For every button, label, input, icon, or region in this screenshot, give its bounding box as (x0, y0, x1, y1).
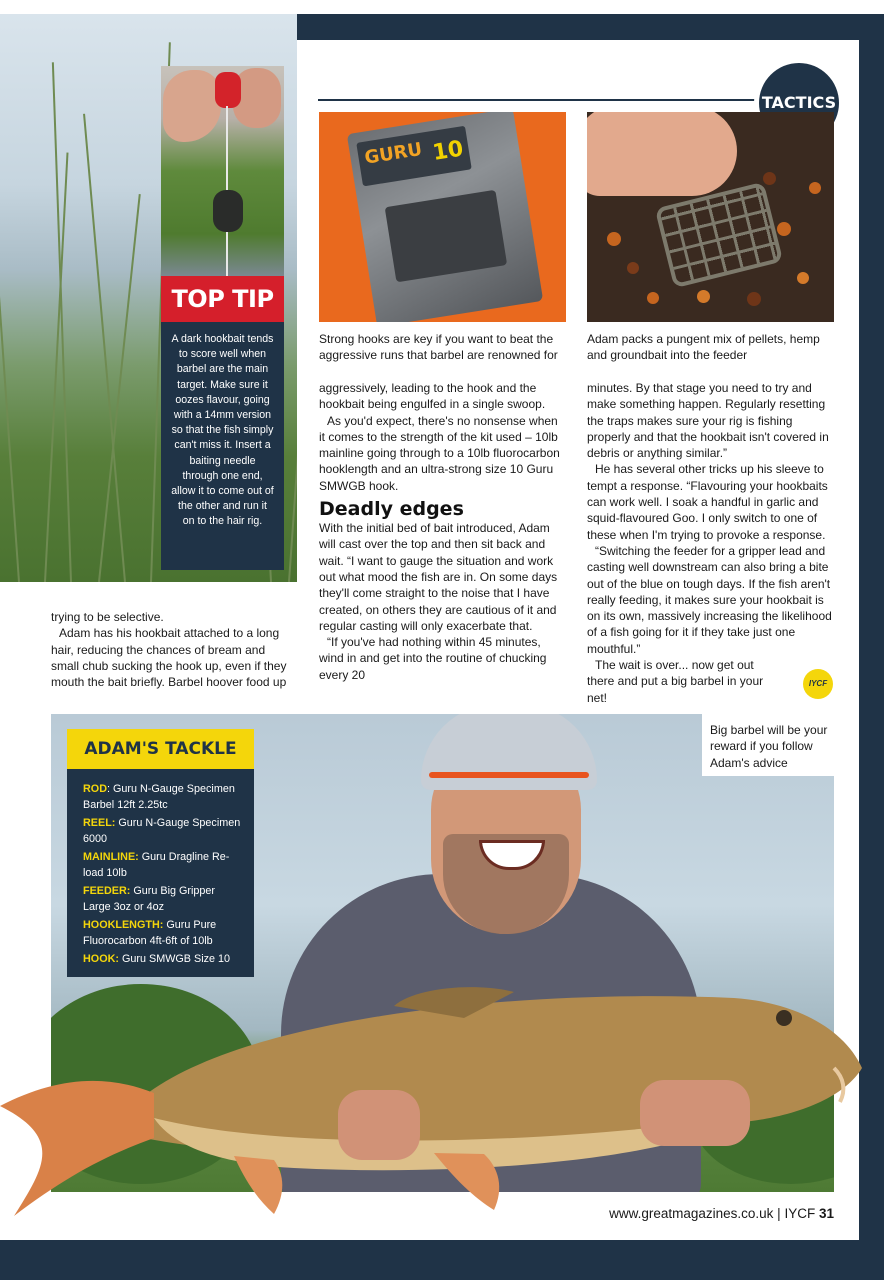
tackle-value: Guru Pure Fluorocarbon 4ft-6ft of 10lb (83, 919, 217, 947)
tackle-value: Guru N-Gauge Specimen Barbel 12ft 2.25tc (83, 783, 235, 811)
body-paragraph: “If you've had nothing within 45 minutes, wind in and get into the routine of chucking every 20 (319, 635, 547, 682)
hooks-caption: Strong hooks are key if you want to beat the aggressive runs that barbel are renowned for (319, 332, 558, 363)
body-column-3 (587, 380, 834, 706)
tackle-label: MAINLINE: (83, 851, 139, 863)
tackle-list (83, 781, 243, 969)
tackle-item-rod: ROD: Guru N-Gauge Specimen Barbel 12ft 2.25tc (83, 783, 235, 811)
body-paragraph: minutes. By that stage you need to try and make something happen. Regularly resetting the traps makes sure your rig is fishing properly and that the hookbait isn't covered in debris or anything similar.” (587, 381, 829, 461)
body-paragraph: The wait is over... now get out there and put a big barbel in your net! (587, 658, 764, 705)
footer-site: www.greatmagazines.co.uk | IYCF (609, 1206, 816, 1221)
tackle-value: Guru Big Gripper Large 3oz or 4oz (83, 885, 215, 913)
tackle-item-reel (83, 815, 243, 847)
body-paragraph: Adam has his hookbait attached to a long hair, reducing the chances of bream and small chub sucking the hook up, even if they mouth the bait briefly. Barbel hoover food up (51, 626, 287, 690)
top-tip-title: TOP TIP (161, 276, 284, 322)
page-number: 31 (818, 1206, 834, 1221)
iycf-end-logo: IYCF (803, 669, 833, 699)
angler-cap (421, 714, 597, 790)
tackle-item-mainline (83, 849, 243, 881)
tackle-label: FEEDER: (83, 885, 131, 897)
tackle-item-feeder (83, 883, 243, 915)
feeder-photo (587, 112, 834, 322)
tactics-badge: TACTICS (759, 63, 839, 143)
body-column-1 (51, 609, 291, 690)
top-tip-panel (161, 66, 284, 570)
body-paragraph: As you'd expect, there's no nonsense when it comes to the strength of the kit used – 10lb mainline going through to a 10lb fluorocarbon hooklength and an ultra-strong size 10 Guru SMWGB hook. (319, 413, 560, 493)
hook-brand: GURU (363, 138, 424, 169)
tackle-value: Guru SMWGB Size 10 (122, 953, 231, 965)
tackle-label: REEL: (83, 817, 116, 829)
hookbait-photo (161, 66, 284, 276)
frame-bottom-bar (0, 1240, 884, 1280)
tackle-label: HOOK: (83, 953, 119, 965)
tackle-item-hook (83, 951, 243, 967)
body-paragraph: With the initial bed of bait introduced, Adam will cast over the top and then sit back and wait. “I want to gauge the situation and work out what mood the fish are in. On some days they'll come straight to the noise that I have created, on others they are cautious of it and regular casting will only exacerbate that. (319, 521, 558, 633)
tackle-title: ADAM'S TACKLE (67, 729, 254, 769)
body-paragraph: trying to be selective. (51, 610, 164, 624)
feeder-caption: Adam packs a pungent mix of pellets, hemp and groundbait into the feeder (587, 332, 820, 363)
section-heading: Deadly edges (319, 498, 464, 521)
header-rule (318, 99, 768, 101)
hook-packet (347, 112, 543, 322)
tackle-label: ROD (83, 783, 107, 795)
tackle-box (67, 729, 254, 977)
body-column-2 (319, 380, 567, 683)
photo-caption-box (702, 714, 834, 776)
hook-size: 10 (430, 136, 466, 166)
tackle-label: HOOKLENGTH: (83, 919, 164, 931)
hand (587, 112, 737, 196)
tackle-item-hooklength (83, 917, 243, 949)
tackle-value: Guru N-Gauge Specimen 6000 (83, 817, 241, 845)
page-footer (520, 1206, 834, 1221)
hookbait (213, 190, 243, 232)
feeder-cage (655, 182, 784, 289)
frame-top-bar (297, 14, 884, 40)
body-paragraph: He has several other tricks up his sleeve to tempt a response. “Flavouring your hookbaits can work well. I soak a handful in garlic and squid-flavoured Goo. I only switch to one of these when I'm trying to provoke a response. (587, 462, 828, 542)
angler-left-hand (338, 1090, 420, 1160)
tackle-value: Guru Dragline Re-load 10lb (83, 851, 230, 879)
body-paragraph: “Switching the feeder for a gripper lead and casting well downstream can also bring a bite out of the blue on tough days. If the fish aren't really feeding, it makes sure your hookbait is on its own, massively increasing the likelihood of a fish going for it if they take just one mouthful.” (587, 543, 832, 656)
hooks-photo (319, 112, 566, 322)
photo-caption: Big barbel will be your reward if you follow Adam's advice (710, 723, 828, 770)
body-paragraph: aggressively, leading to the hook and the hookbait being engulfed in a single swoop. (319, 381, 546, 412)
angler-right-hand (640, 1080, 750, 1146)
top-tip-text: A dark hookbait tends to score well when barbel are the main target. Make sure it oozes flavour, going with a 14mm version so that the fish simply can't miss it. Insert a baiting needle through one end, allow it to come out of the other and run it on to the hair rig. (171, 333, 274, 528)
